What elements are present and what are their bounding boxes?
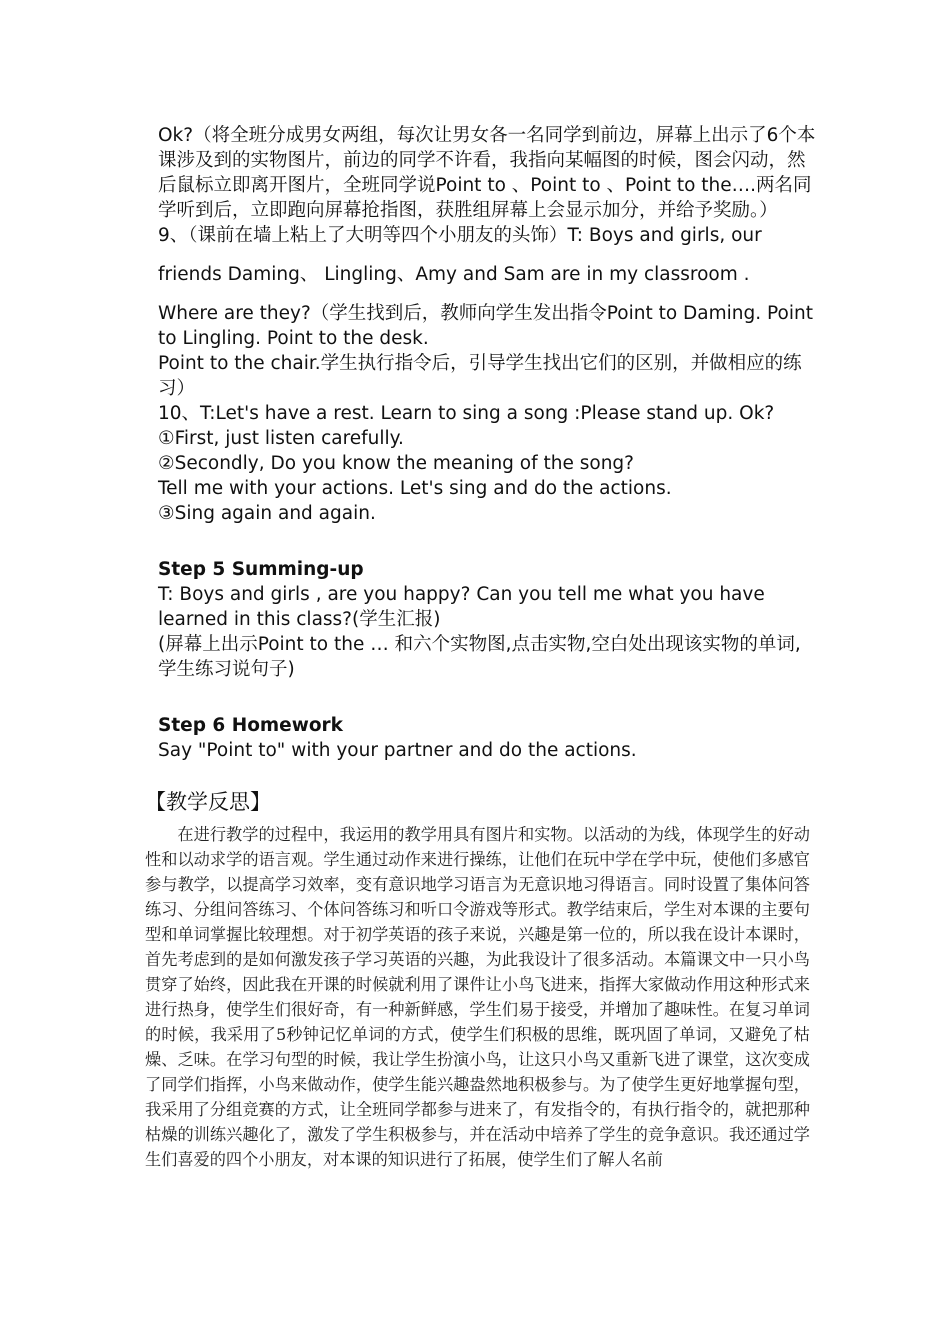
paragraph-game: Ok?（将全班分成男女两组，每次让男女各一名同学到前边，屏幕上出示了6个本课涉及到的实物图片，前边的同学不许看，我指向某幅图的时候，图会闪动，然后鼠标立即离开图片，全班同学说Point to 、Point to 、Point to the….两名同学听到后，立即跑向屏幕抢指图，获胜组屏幕上会显示加分，并给予奖励。） — [158, 125, 816, 221]
paragraph-step10-first: ①First, just listen carefully. — [158, 428, 404, 449]
paragraph-step9-friends: friends Daming、 Lingling、Amy and Sam are in my classroom . — [158, 264, 750, 285]
lesson-procedure — [158, 123, 818, 763]
step6-heading: Step 6 Homework — [158, 715, 343, 736]
section-spacer — [158, 526, 818, 557]
reflection-body: 在进行教学的过程中，我运用的教学用具有图片和实物。以活动的为线，体现学生的好动性和以动求学的语言观。学生通过动作来进行操练，让他们在玩中学在学中玩，使他们多感官参与教学，以提高学习效率，变有意识地学习语言为无意识地习得语言。同时设置了集体问答练习、分组问答练习、个体问答练习和听口令游戏等形式。教学结束后，学生对本课的主要句型和单词掌握比较理想。对于初学英语的孩子来说，兴趣是第一位的，所以我在设计本课时，首先考虑到的是如何激发孩子学习英语的兴趣，为此我设计了很多活动。本篇课文中一只小鸟贯穿了始终，因此我在开课的时候就利用了课件让小鸟飞进来，指挥大家做动作用这种形式来进行热身，使学生们很好奇，有一种新鲜感，学生们易于接受，并增加了趣味性。在复习单词的时候，我采用了5秒钟记忆单词的方式，使学生们积极的思维，既巩固了单词，又避免了枯燥、乏味。在学习句型的时候，我让学生扮演小鸟，让这只小鸟又重新飞进了课堂，这次变成了同学们指挥，小鸟来做动作，使学生能兴趣盎然地积极参与。为了使学生更好地掌握句型，我采用了分组竞赛的方式，让全班同学都参与进来了，有发指令的，有执行指令的，就把那种枯燥的训练兴趣化了，激发了学生积极参与，并在活动中培养了学生的竞争意识。我还通过学生们喜爱的四个小朋友，对本课的知识进行了拓展，使学生们了解人名前 — [145, 825, 810, 1169]
paragraph-step10-intro: 10、T:Let's have a rest. Learn to sing a song :Please stand up. Ok? — [158, 403, 775, 424]
paragraph-step10-second: ②Secondly, Do you know the meaning of the song? — [158, 453, 634, 474]
step5-heading: Step 5 Summing-up — [158, 559, 364, 580]
reflection-title: 【教学反思】 — [145, 790, 271, 814]
paragraph-step10-third: ③Sing again and again. — [158, 503, 376, 524]
step5-line2: (屏幕上出示Point to the … 和六个实物图,点击实物,空白处出现该实物的单词,学生练习说句子) — [158, 634, 801, 680]
section-spacer — [158, 682, 818, 713]
step6-line1: Say "Point to" with your partner and do the actions. — [158, 740, 637, 761]
step5-line1: T: Boys and girls , are you happy? Can you tell me what you have learned in this class?(学生汇报) — [158, 584, 765, 630]
paragraph-step9-chair: Point to the chair.学生执行指令后，引导学生找出它们的区别，并做相应的练习） — [158, 353, 802, 399]
paragraph-step9-where: Where are they?（学生找到后，教师向学生发出指令Point to Daming. Point to Lingling. Point to the desk. — [158, 303, 813, 349]
paragraph-step10-tell: Tell me with your actions. Let's sing and do the actions. — [158, 478, 672, 499]
paragraph-step9-intro: 9、（课前在墙上粘上了大明等四个小朋友的头饰）T: Boys and girls, our — [158, 225, 762, 246]
